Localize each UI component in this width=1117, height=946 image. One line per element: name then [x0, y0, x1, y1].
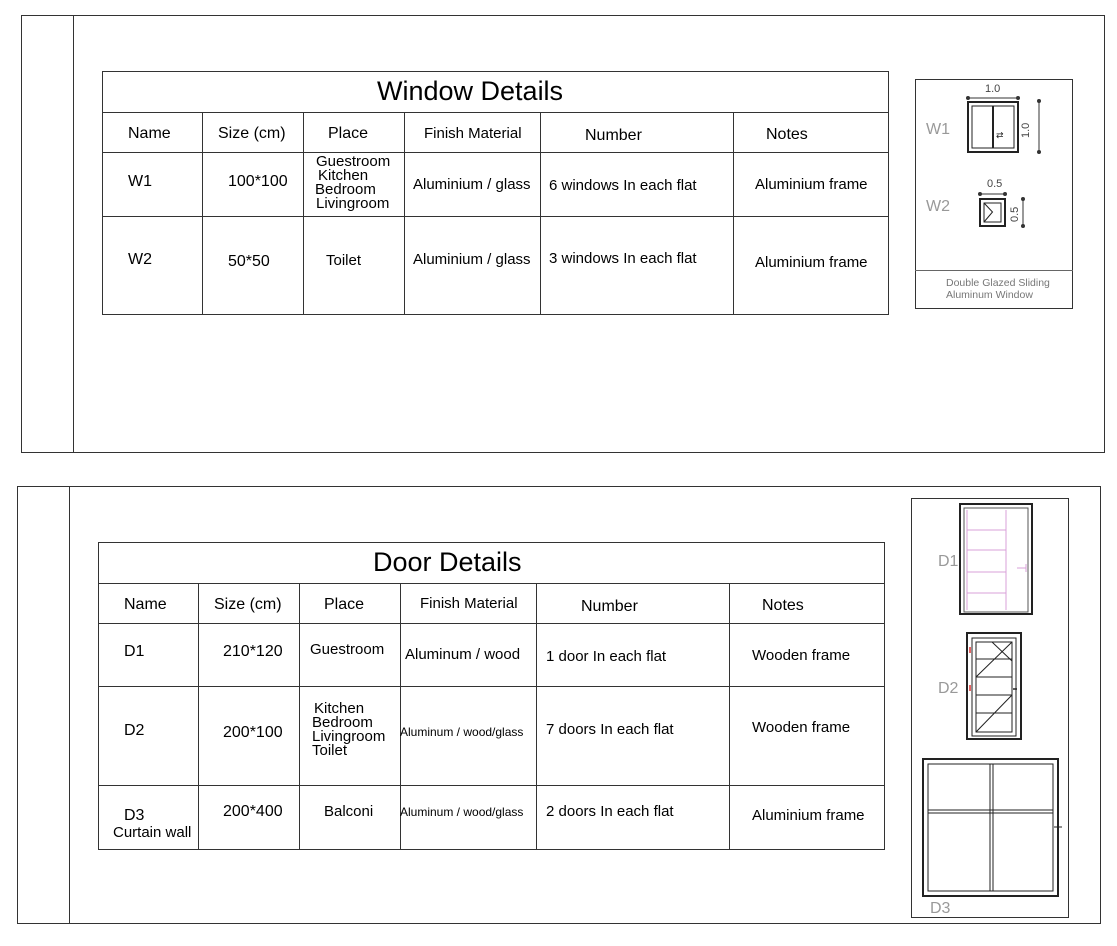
window-row-number: 3 windows In each flat — [549, 250, 697, 267]
place-line: Bedroom — [312, 714, 373, 731]
window-legend-w1-width: 1.0 — [985, 83, 1001, 95]
door-legend-d2-label: D2 — [938, 680, 959, 697]
door-row-size: 210*120 — [223, 643, 283, 660]
place-line: Livingroom — [316, 195, 390, 212]
door-table-row-divider — [98, 686, 885, 687]
place-line: Kitchen — [314, 700, 365, 717]
window-legend-w2-label: W2 — [926, 198, 950, 215]
window-table-header-divider — [102, 152, 889, 153]
window-header-size: Size (cm) — [218, 125, 286, 142]
door-row-notes: Wooden frame — [752, 719, 851, 736]
door-row-name: D2 — [124, 722, 145, 739]
door-row-notes: Wooden frame — [752, 647, 851, 664]
door-row-place: Guestroom — [310, 641, 385, 658]
place-line: Toilet — [312, 742, 348, 759]
door-d2-drawing — [964, 631, 1026, 743]
door-col-divider — [299, 583, 300, 850]
door-row-size: 200*400 — [223, 803, 283, 820]
door-header-number: Number — [581, 598, 638, 615]
door-col-divider — [198, 583, 199, 850]
window-row-material: Aluminium / glass — [413, 176, 531, 193]
door-header-notes: Notes — [762, 597, 804, 614]
door-header-name: Name — [124, 596, 167, 613]
window-col-divider — [202, 112, 203, 315]
door-row-number: 7 doors In each flat — [546, 721, 674, 738]
place-line: Bedroom — [315, 181, 376, 198]
door-legend-d1-label: D1 — [938, 553, 959, 570]
window-legend-caption-2: Aluminum Window — [946, 289, 1033, 301]
window-header-number: Number — [585, 127, 642, 144]
window-header-notes: Notes — [766, 126, 808, 143]
place-line: Kitchen — [318, 167, 369, 184]
door-header-size: Size (cm) — [214, 596, 282, 613]
door-col-divider — [536, 583, 537, 850]
window-legend-caption-1: Double Glazed Sliding — [946, 277, 1050, 289]
door-row-place: Balconi — [324, 803, 374, 820]
window-legend-w2-height: 0.5 — [1009, 206, 1021, 222]
door-row-material: Aluminum / wood/glass — [400, 725, 524, 739]
window-row-material: Aluminium / glass — [413, 251, 531, 268]
place-line: Guestroom — [316, 153, 391, 170]
window-row-place: Toilet — [326, 252, 362, 269]
window-legend-w1-label: W1 — [926, 121, 950, 138]
door-d3-drawing — [920, 757, 1065, 899]
door-row-place — [311, 702, 385, 758]
door-d1-drawing — [958, 502, 1038, 617]
door-row-name: D1 — [124, 643, 145, 660]
window-table-title-divider — [102, 112, 889, 113]
window-row-size: 50*50 — [228, 253, 270, 270]
window-legend-divider — [915, 270, 1073, 271]
window-col-divider — [733, 112, 734, 315]
door-table-title-divider — [98, 583, 885, 584]
svg-text:⇄: ⇄ — [996, 131, 1004, 141]
place-line: Livingroom — [312, 728, 386, 745]
door-row-size: 200*100 — [223, 724, 283, 741]
window-col-divider — [404, 112, 405, 315]
door-header-place: Place — [324, 596, 365, 613]
window-sheet-margin-line — [73, 15, 74, 453]
window-row-size: 100*100 — [228, 173, 288, 190]
door-header-material: Finish Material — [420, 595, 518, 612]
door-row-name-sub: Curtain wall — [113, 824, 192, 841]
window-legend-w2-width: 0.5 — [987, 178, 1003, 190]
door-row-number: 2 doors In each flat — [546, 803, 674, 820]
window-legend-w1-height: 1.0 — [1020, 122, 1032, 138]
window-header-name: Name — [128, 125, 171, 142]
door-sheet-margin-line — [69, 486, 70, 924]
door-row-material: Aluminum / wood/glass — [400, 805, 524, 819]
window-row-notes: Aluminium frame — [755, 176, 868, 193]
door-table-title: Door Details — [373, 547, 522, 577]
door-row-name: D3 — [124, 807, 145, 824]
window-header-material: Finish Material — [424, 125, 522, 142]
door-legend-d3-label: D3 — [930, 900, 951, 917]
window-row-number: 6 windows In each flat — [549, 177, 697, 194]
window-col-divider — [303, 112, 304, 315]
window-row-place — [315, 155, 390, 211]
door-row-number: 1 door In each flat — [546, 648, 667, 665]
window-row-name: W1 — [128, 173, 152, 190]
door-table — [98, 542, 885, 850]
window-table-title: Window Details — [377, 76, 564, 106]
window-w2-drawing — [975, 190, 1035, 230]
window-row-name: W2 — [128, 251, 152, 268]
window-row-notes: Aluminium frame — [755, 254, 868, 271]
window-w1-drawing — [960, 92, 1050, 162]
door-row-notes: Aluminium frame — [752, 807, 865, 824]
window-col-divider — [540, 112, 541, 315]
door-table-row-divider — [98, 785, 885, 786]
door-table-header-divider — [98, 623, 885, 624]
door-row-material: Aluminum / wood — [405, 646, 521, 663]
window-table-row-divider — [102, 216, 889, 217]
door-col-divider — [729, 583, 730, 850]
window-table — [102, 71, 889, 315]
window-header-place: Place — [328, 125, 369, 142]
